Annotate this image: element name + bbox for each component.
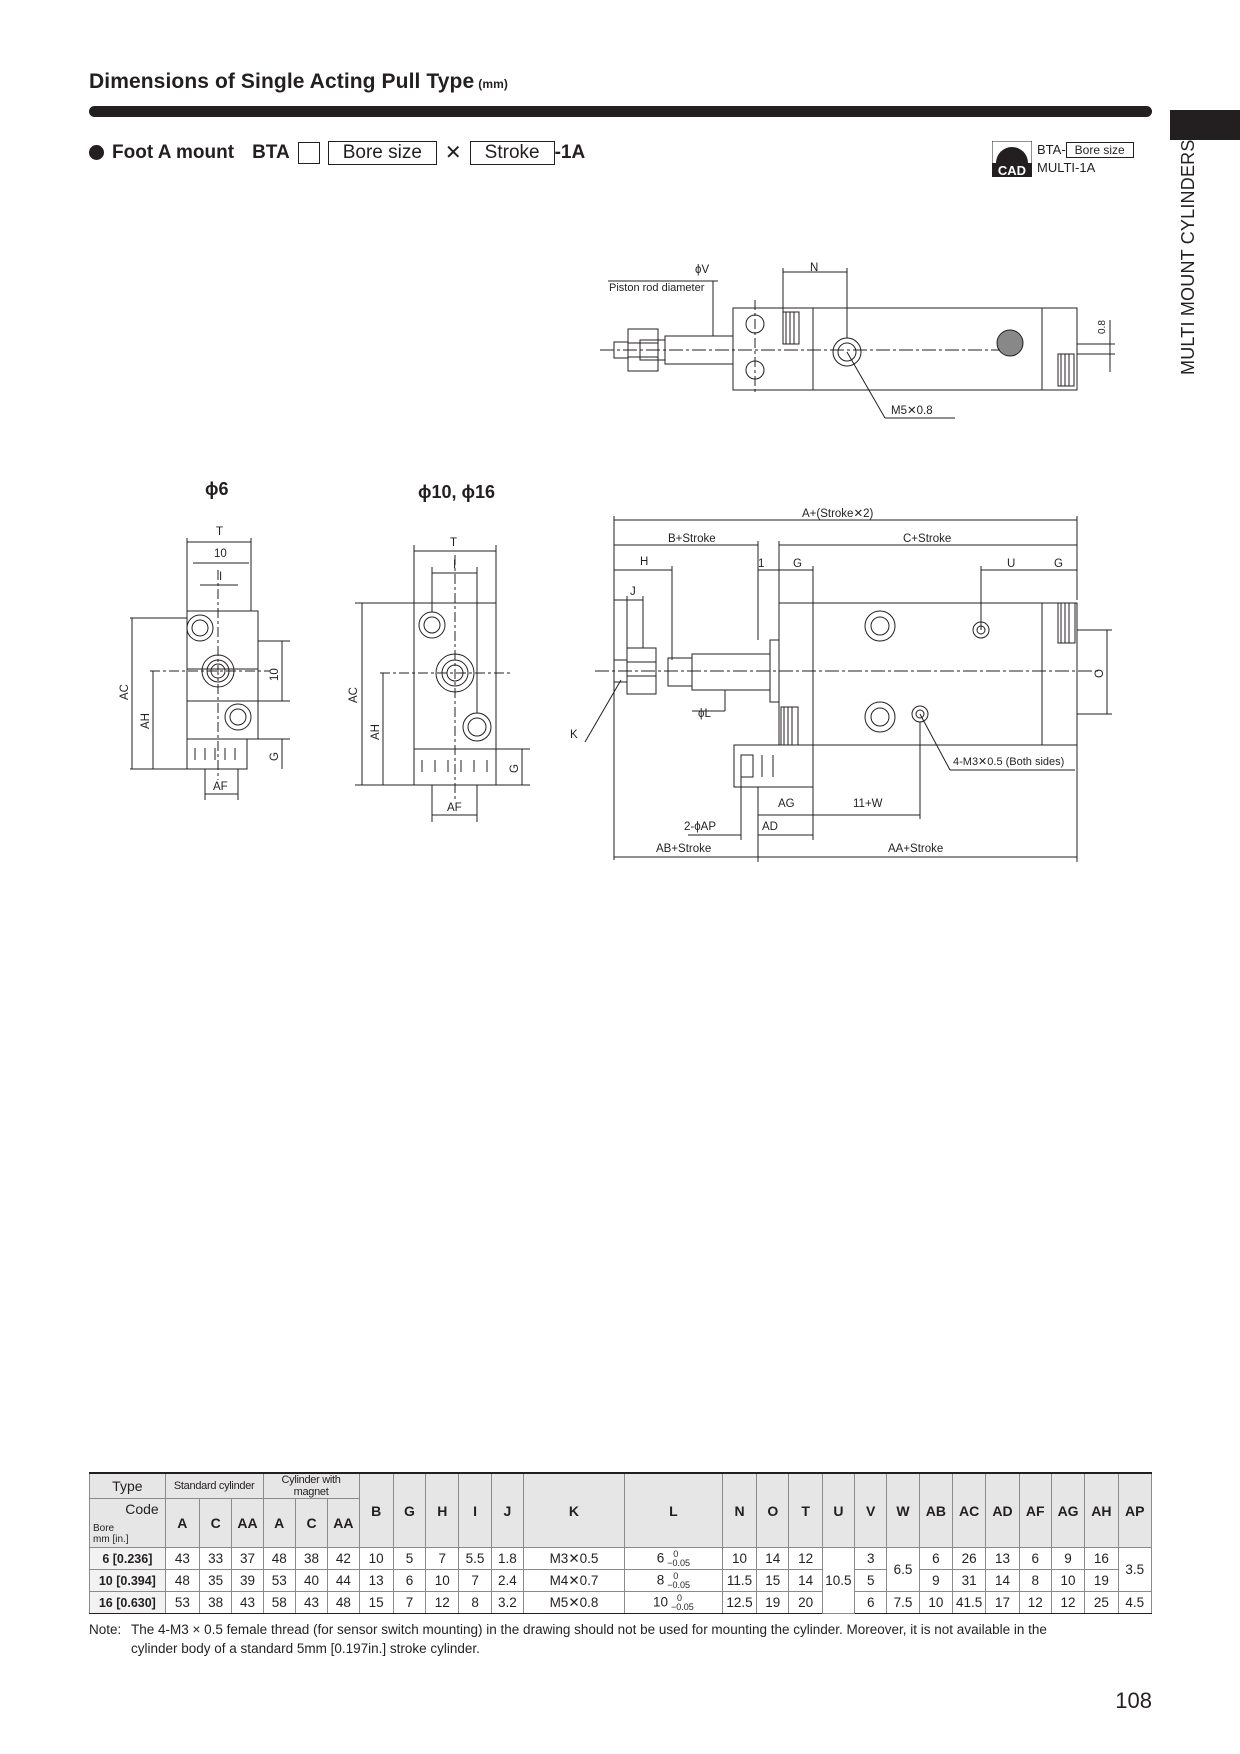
phi6-label-ah: AH bbox=[140, 713, 152, 729]
col-u: U bbox=[822, 1473, 854, 1548]
stroke-box: Stroke bbox=[470, 141, 555, 165]
tolerance bbox=[667, 1550, 690, 1568]
col-ad: AD bbox=[986, 1473, 1019, 1548]
cell: 33 bbox=[200, 1548, 232, 1570]
label-j: J bbox=[630, 586, 636, 598]
phi10-label-t: T bbox=[450, 537, 458, 549]
label-ad: AD bbox=[762, 821, 778, 833]
mount-label: Foot A mount bbox=[112, 141, 235, 163]
col-aa: AA bbox=[232, 1499, 263, 1548]
cell-l bbox=[624, 1592, 722, 1614]
phi10-label-ah: AH bbox=[370, 724, 382, 740]
title-text: Dimensions of Single Acting Pull Type bbox=[89, 70, 475, 93]
tol-lower: −0.05 bbox=[667, 1579, 691, 1590]
label-ag: AG bbox=[778, 798, 795, 810]
cell: 37 bbox=[232, 1548, 263, 1570]
cell: 12.5 bbox=[722, 1592, 756, 1614]
cell: 15 bbox=[359, 1592, 393, 1614]
phi6-label-ac: AC bbox=[119, 684, 131, 700]
col-h: H bbox=[426, 1473, 459, 1548]
cell: 10 bbox=[426, 1570, 459, 1592]
cell: 10 bbox=[1051, 1570, 1084, 1592]
bore-text: Bore bbox=[93, 1523, 115, 1534]
table-row bbox=[90, 1592, 1152, 1614]
label-n: N bbox=[810, 262, 819, 274]
col-l: L bbox=[624, 1473, 722, 1548]
phi6-label-t: T bbox=[216, 526, 224, 538]
note bbox=[89, 1620, 1152, 1658]
table-type-header: Type bbox=[90, 1473, 166, 1499]
title-unit: (mm) bbox=[478, 77, 508, 91]
tol-lower: −0.05 bbox=[667, 1557, 691, 1568]
cell: 40 bbox=[295, 1570, 327, 1592]
phi10-label-g: G bbox=[509, 764, 521, 773]
cell: 7.5 bbox=[887, 1592, 919, 1614]
cell: 5.5 bbox=[459, 1548, 491, 1570]
label-c-stroke: C+Stroke bbox=[903, 533, 952, 545]
col-maa: AA bbox=[328, 1499, 359, 1548]
cell: 48 bbox=[165, 1570, 199, 1592]
l-value: 10 bbox=[653, 1594, 669, 1610]
cell: 9 bbox=[919, 1570, 952, 1592]
col-t: T bbox=[789, 1473, 822, 1548]
col-k: K bbox=[524, 1473, 625, 1548]
cell: 13 bbox=[359, 1570, 393, 1592]
cell: M3✕0.5 bbox=[524, 1548, 625, 1570]
times-sign: ✕ bbox=[444, 142, 462, 164]
label-u: U bbox=[1007, 558, 1016, 570]
cell: 19 bbox=[757, 1592, 789, 1614]
col-i: I bbox=[459, 1473, 491, 1548]
col-j: J bbox=[491, 1473, 523, 1548]
end-view-phi10 bbox=[355, 545, 530, 822]
cell: 31 bbox=[952, 1570, 985, 1592]
note-label: Note: bbox=[89, 1622, 122, 1637]
label-aa-stroke: AA+Stroke bbox=[888, 843, 944, 855]
cell: M5✕0.8 bbox=[524, 1592, 625, 1614]
cell: 9 bbox=[1051, 1548, 1084, 1570]
tol-upper: 0 bbox=[673, 1570, 679, 1581]
col-ac: AC bbox=[952, 1473, 985, 1548]
col-n: N bbox=[722, 1473, 756, 1548]
cell: 3 bbox=[855, 1548, 887, 1570]
cell-l bbox=[624, 1548, 722, 1570]
cell: 58 bbox=[263, 1592, 295, 1614]
cell: 13 bbox=[986, 1548, 1019, 1570]
cell-ap-merged: 3.5 bbox=[1118, 1548, 1151, 1592]
phi6-label-10b: 10 bbox=[269, 668, 281, 681]
cell: 26 bbox=[952, 1548, 985, 1570]
page-number: 108 bbox=[1115, 1688, 1152, 1713]
cell-bore: 10 [0.394] bbox=[90, 1570, 166, 1592]
label-ap: 2-ϕAP bbox=[684, 821, 717, 833]
label-b-stroke: B+Stroke bbox=[668, 533, 716, 545]
label-phi-l: ϕL bbox=[698, 708, 711, 720]
phi10-label-af: AF bbox=[447, 802, 462, 814]
cad-line2: MULTI-1A bbox=[1037, 160, 1096, 175]
col-ap: AP bbox=[1118, 1473, 1151, 1548]
tolerance bbox=[667, 1572, 690, 1590]
cell: 10 bbox=[722, 1548, 756, 1570]
cell: 38 bbox=[200, 1592, 232, 1614]
label-piston-rod: Piston rod diameter bbox=[609, 282, 705, 294]
label-o: O bbox=[1094, 669, 1106, 678]
cell: 6 bbox=[393, 1570, 425, 1592]
cell: 6 bbox=[1019, 1548, 1051, 1570]
magnet-cylinder-header: Cylinder with magnet bbox=[263, 1473, 359, 1499]
cell: 6 bbox=[855, 1592, 887, 1614]
dimension-table bbox=[89, 1472, 1152, 1614]
cell: M4✕0.7 bbox=[524, 1570, 625, 1592]
label-a-stroke2: A+(Stroke✕2) bbox=[802, 508, 874, 520]
tol-lower: −0.05 bbox=[671, 1601, 694, 1612]
col-a: A bbox=[165, 1499, 199, 1548]
label-m5: M5✕0.8 bbox=[891, 405, 933, 417]
cell: 7 bbox=[426, 1548, 459, 1570]
cell: 44 bbox=[328, 1570, 359, 1592]
cell: 17 bbox=[986, 1592, 1019, 1614]
cell-bore: 6 [0.236] bbox=[90, 1548, 166, 1570]
cell: 53 bbox=[165, 1592, 199, 1614]
cell-bore: 16 [0.630] bbox=[90, 1592, 166, 1614]
cell: 7 bbox=[459, 1570, 491, 1592]
cell: 10 bbox=[359, 1548, 393, 1570]
cell: 14 bbox=[757, 1548, 789, 1570]
label-side-g2: G bbox=[1054, 558, 1063, 570]
col-v: V bbox=[855, 1473, 887, 1548]
note-line1: The 4-M3 × 0.5 female thread (for sensor switch mounting) in the drawing should not be used for mounting the cylinder. Moreover, it is not available in the bbox=[131, 1622, 1047, 1637]
cell: 19 bbox=[1085, 1570, 1118, 1592]
bore-label bbox=[93, 1523, 129, 1545]
cell-u-merged: 10.5 bbox=[822, 1548, 854, 1614]
col-g: G bbox=[393, 1473, 425, 1548]
cad-icon-label: CAD bbox=[997, 163, 1027, 177]
cell: 42 bbox=[328, 1548, 359, 1570]
cell: 14 bbox=[789, 1570, 822, 1592]
cell: 6 bbox=[919, 1548, 952, 1570]
label-side-g: G bbox=[793, 558, 802, 570]
label-h: H bbox=[640, 556, 649, 568]
label-m3: 4-M3✕0.5 (Both sides) bbox=[953, 756, 1065, 768]
table-row bbox=[90, 1548, 1152, 1570]
col-ma: A bbox=[263, 1499, 295, 1548]
label-k: K bbox=[570, 729, 578, 741]
end-view-phi6 bbox=[130, 538, 290, 800]
cell: 8 bbox=[459, 1592, 491, 1614]
cell: 15 bbox=[757, 1570, 789, 1592]
bore-size-box: Bore size bbox=[328, 141, 437, 165]
col-c: C bbox=[200, 1499, 232, 1548]
phi6-label-g: G bbox=[269, 752, 281, 761]
cell: 48 bbox=[263, 1548, 295, 1570]
cell: 10 bbox=[919, 1592, 952, 1614]
side-view bbox=[585, 516, 1112, 862]
cell: 12 bbox=[1019, 1592, 1051, 1614]
cell: 4.5 bbox=[1118, 1592, 1151, 1614]
cell: 35 bbox=[200, 1570, 232, 1592]
cell: 43 bbox=[295, 1592, 327, 1614]
model-suffix: -1A bbox=[554, 141, 586, 163]
phi10-label-i: I bbox=[453, 559, 457, 571]
col-b: B bbox=[359, 1473, 393, 1548]
cell-w-merged: 6.5 bbox=[887, 1548, 919, 1592]
cell: 8 bbox=[1019, 1570, 1051, 1592]
cad-bore-box: Bore size bbox=[1066, 142, 1134, 158]
cell: 39 bbox=[232, 1570, 263, 1592]
cell: 1.8 bbox=[491, 1548, 523, 1570]
tol-upper: 0 bbox=[673, 1548, 679, 1559]
l-value: 8 bbox=[656, 1572, 665, 1588]
phi6-label-10: 10 bbox=[214, 548, 227, 560]
col-af: AF bbox=[1019, 1473, 1051, 1548]
standard-cylinder-header: Standard cylinder bbox=[165, 1473, 263, 1499]
cell: 53 bbox=[263, 1570, 295, 1592]
cell: 43 bbox=[232, 1592, 263, 1614]
label-1: 1 bbox=[758, 558, 765, 570]
bore-unit: mm [in.] bbox=[93, 1534, 129, 1545]
cell: 3.2 bbox=[491, 1592, 523, 1614]
note-line2: cylinder body of a standard 5mm [0.197in.] stroke cylinder. bbox=[131, 1641, 480, 1656]
cell: 14 bbox=[986, 1570, 1019, 1592]
cell: 20 bbox=[789, 1592, 822, 1614]
cell: 12 bbox=[426, 1592, 459, 1614]
col-ag: AG bbox=[1051, 1473, 1084, 1548]
cell: 25 bbox=[1085, 1592, 1118, 1614]
cell: 41.5 bbox=[952, 1592, 985, 1614]
cell: 5 bbox=[393, 1548, 425, 1570]
side-label-text: MULTI MOUNT CYLINDERS bbox=[1178, 139, 1198, 375]
code-bore-header bbox=[90, 1499, 166, 1548]
col-mc: C bbox=[295, 1499, 327, 1548]
cell: 2.4 bbox=[491, 1570, 523, 1592]
phi6-label-af: AF bbox=[213, 781, 228, 793]
cell: 5 bbox=[855, 1570, 887, 1592]
l-value: 6 bbox=[656, 1550, 665, 1566]
col-ab: AB bbox=[919, 1473, 952, 1548]
cell: 11.5 bbox=[722, 1570, 756, 1592]
cell: 16 bbox=[1085, 1548, 1118, 1570]
phi10-16-title: ϕ10, ϕ16 bbox=[418, 482, 496, 502]
model-prefix: BTA bbox=[252, 141, 290, 163]
label-0-8: 0.8 bbox=[1097, 320, 1108, 334]
cell: 12 bbox=[1051, 1592, 1084, 1614]
col-ah: AH bbox=[1085, 1473, 1118, 1548]
phi10-label-ac: AC bbox=[348, 687, 360, 703]
cad-prefix: BTA- bbox=[1037, 142, 1066, 157]
cell-l bbox=[624, 1570, 722, 1592]
label-phi-v: ϕV bbox=[695, 264, 710, 276]
label-w: 11+W bbox=[853, 798, 883, 810]
tol-upper: 0 bbox=[677, 1592, 683, 1603]
table-row bbox=[90, 1570, 1152, 1592]
phi6-title: ϕ6 bbox=[205, 479, 229, 499]
cell: 7 bbox=[393, 1592, 425, 1614]
cell: 48 bbox=[328, 1592, 359, 1614]
col-o: O bbox=[757, 1473, 789, 1548]
code-label: Code bbox=[125, 1501, 159, 1517]
col-w: W bbox=[887, 1473, 919, 1548]
cell: 43 bbox=[165, 1548, 199, 1570]
cell: 12 bbox=[789, 1548, 822, 1570]
cell: 38 bbox=[295, 1548, 327, 1570]
tolerance bbox=[671, 1594, 694, 1612]
phi6-label-i: I bbox=[219, 571, 223, 583]
label-ab-stroke: AB+Stroke bbox=[656, 843, 712, 855]
